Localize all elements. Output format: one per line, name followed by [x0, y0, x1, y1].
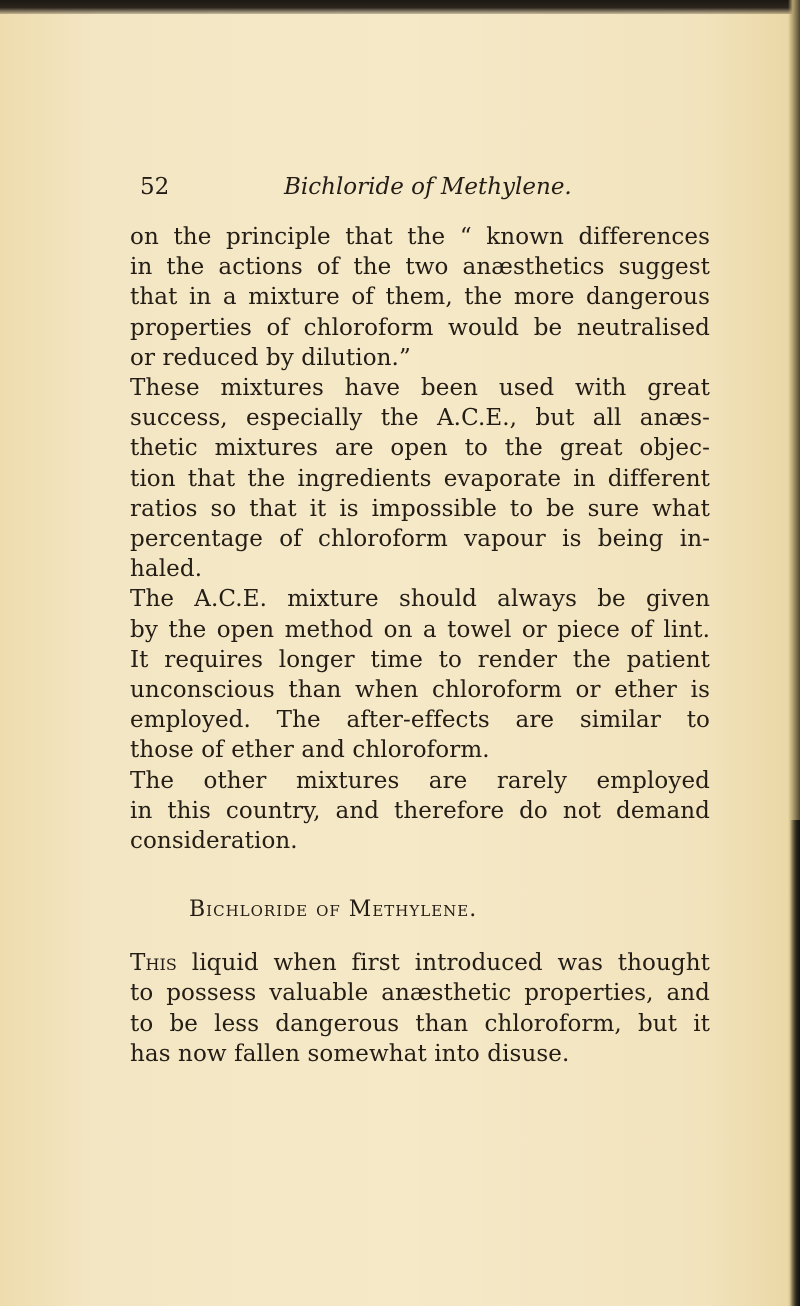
section-heading — [130, 897, 710, 922]
text-line: ratios so that it is impossible to be sure what — [130, 495, 710, 522]
text-line: in the actions of the two anæsthetics suggest — [130, 254, 710, 281]
text-line: properties of chloroform would be neutralised — [130, 314, 710, 341]
text-line: has now fallen somewhat into disuse. — [130, 1040, 570, 1067]
body-text-section — [130, 948, 710, 1069]
text-line: The A.C.E. mixture should always be given — [130, 586, 710, 613]
page-binding-shadow — [790, 820, 800, 1306]
body-text — [130, 222, 710, 856]
text-line: on the principle that the “ known differences — [130, 224, 710, 250]
running-title: Bichloride of Methylene. — [284, 174, 572, 200]
text-line: unconscious than when chloroform or ether is — [130, 677, 710, 704]
text-line: consideration. — [130, 828, 298, 855]
text-line: employed. The after-effects are similar to — [130, 707, 710, 734]
text-line-rest: liquid when first introduced was thought — [176, 950, 710, 977]
page-top-edge — [0, 0, 800, 14]
book-page — [130, 160, 710, 1069]
text-line: haled. — [130, 556, 203, 583]
text-line — [130, 948, 710, 978]
text-line: to be less dangerous than chloroform, but it — [130, 1010, 710, 1037]
lead-word: This — [130, 950, 177, 977]
running-head — [130, 160, 710, 204]
text-line: by the open method on a towel or piece of lint. — [130, 616, 710, 643]
text-line: tion that the ingredients evaporate in different — [130, 465, 710, 492]
text-line: These mixtures have been used with great — [130, 375, 710, 402]
text-line: those of ether and chloroform. — [130, 737, 490, 764]
section-heading-text: Bichloride of Methylene. — [189, 897, 478, 923]
text-line: It requires longer time to render the patient — [130, 646, 710, 673]
page-number: 52 — [140, 174, 170, 200]
text-line: or reduced by dilution.” — [130, 344, 411, 371]
text-line: in this country, and therefore do not demand — [130, 797, 710, 824]
text-line: that in a mixture of them, the more dangerous — [130, 284, 710, 311]
text-line: to possess valuable anæsthetic properties, and — [130, 980, 710, 1007]
text-line: success, especially the A.C.E., but all anæs- — [130, 405, 710, 432]
text-line: percentage of chloroform vapour is being in- — [130, 526, 710, 553]
text-line: The other mixtures are rarely employed — [130, 767, 710, 794]
text-line: thetic mixtures are open to the great objec- — [130, 435, 710, 462]
